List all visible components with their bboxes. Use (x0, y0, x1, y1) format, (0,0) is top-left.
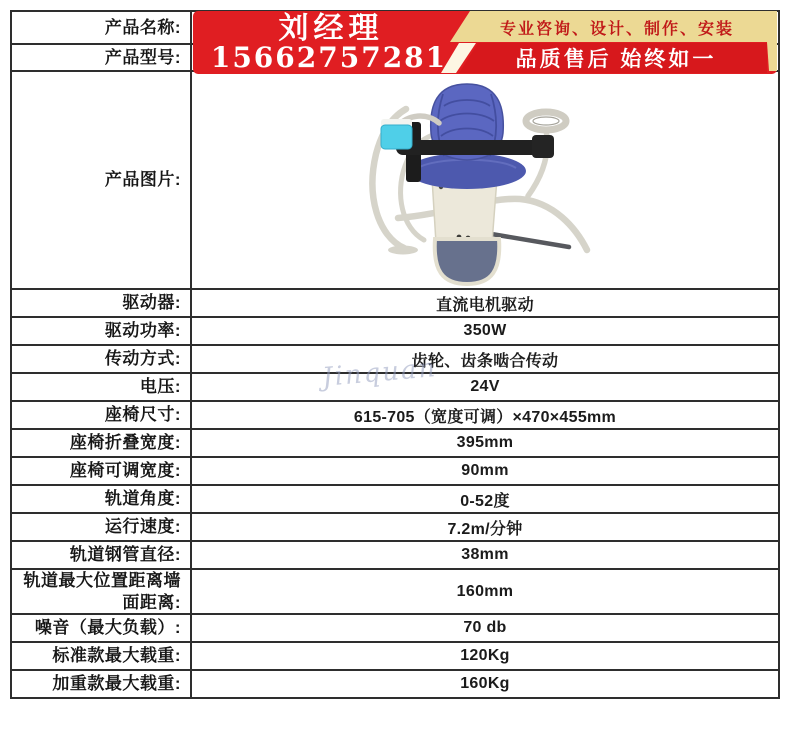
spec-row (12, 643, 778, 671)
spec-row (12, 486, 778, 514)
spec-label-cell (12, 643, 192, 669)
spec-value: 直流电机驱动 (436, 296, 534, 314)
promo-banner (193, 11, 777, 74)
spec-value: 350W (463, 322, 507, 339)
spec-label: 轨道最大位置距离墙面距离: (23, 571, 181, 612)
spec-label: 加重款最大载重: (52, 674, 181, 694)
stairlift-chair-illustration (340, 78, 596, 296)
watermark-text: Jinquan (320, 352, 439, 393)
product-image-label: 产品图片: (104, 170, 181, 190)
spec-row (12, 671, 778, 697)
spec-label-cell (12, 290, 192, 316)
spec-label: 座椅可调宽度: (69, 461, 181, 481)
product-name-label-cell (12, 12, 192, 43)
spec-value: 38mm (461, 546, 509, 563)
product-photo (340, 78, 596, 296)
spec-row (12, 514, 778, 542)
spec-label-cell (12, 542, 192, 568)
spec-label-cell (12, 318, 192, 344)
spec-value: 70 db (463, 619, 507, 636)
spec-value: 24V (470, 378, 500, 395)
spec-value: 120Kg (460, 647, 510, 664)
spec-value: 0-52度 (460, 492, 510, 510)
spec-label-cell (12, 346, 192, 372)
spec-label: 噪音（最大负载）: (34, 618, 181, 638)
spec-label-cell (12, 486, 192, 512)
spec-value: 90mm (461, 462, 509, 479)
spec-value: 齿轮、齿条啮合传动 (411, 352, 559, 370)
spec-label: 运行速度: (104, 517, 181, 537)
spec-label: 驱动功率: (104, 321, 181, 341)
spec-label: 传动方式: (104, 349, 181, 369)
product-image-label-cell (12, 72, 192, 288)
product-model-label-cell (12, 45, 192, 70)
spec-label-cell (12, 374, 192, 400)
spec-value: 160Kg (460, 675, 510, 692)
spec-label: 轨道钢管直径: (69, 545, 181, 565)
spec-label: 座椅折叠宽度: (69, 433, 181, 453)
spec-label: 电压: (139, 377, 181, 397)
spec-label-cell (12, 458, 192, 484)
product-model-label: 产品型号: (104, 47, 181, 67)
spec-value: 7.2m/分钟 (447, 520, 523, 538)
spec-value: 395mm (456, 434, 514, 451)
spec-label: 标准款最大载重: (52, 646, 181, 666)
spec-rows (12, 290, 778, 697)
spec-label-cell (12, 402, 192, 428)
promo-banner-graphic (193, 11, 777, 74)
spec-row (12, 615, 778, 643)
spec-label-cell (12, 514, 192, 540)
product-name-label: 产品名称: (104, 17, 181, 37)
spec-value: 615-705（宽度可调）×470×455mm (353, 408, 617, 426)
spec-row (12, 570, 778, 615)
spec-label: 座椅尺寸: (104, 405, 181, 425)
spec-label: 轨道角度: (104, 489, 181, 509)
spec-row (12, 318, 778, 346)
spec-row (12, 430, 778, 458)
quality-slogan: 品质售后 始终如一 (515, 48, 717, 71)
spec-row (12, 542, 778, 570)
spec-label-cell (12, 615, 192, 641)
spec-row (12, 374, 778, 402)
spec-label-cell (12, 430, 192, 456)
spec-label-cell (12, 671, 192, 697)
spec-row (12, 346, 778, 374)
services-line: 专业咨询、设计、制作、安装 (499, 21, 735, 38)
spec-value: 160mm (456, 582, 514, 600)
contact-name: 刘经理 (278, 12, 384, 45)
spec-label: 驱动器: (122, 293, 181, 313)
spec-row (12, 402, 778, 430)
spec-label-cell (12, 570, 192, 613)
spec-row (12, 458, 778, 486)
contact-phone: 15662757281 (210, 41, 448, 74)
